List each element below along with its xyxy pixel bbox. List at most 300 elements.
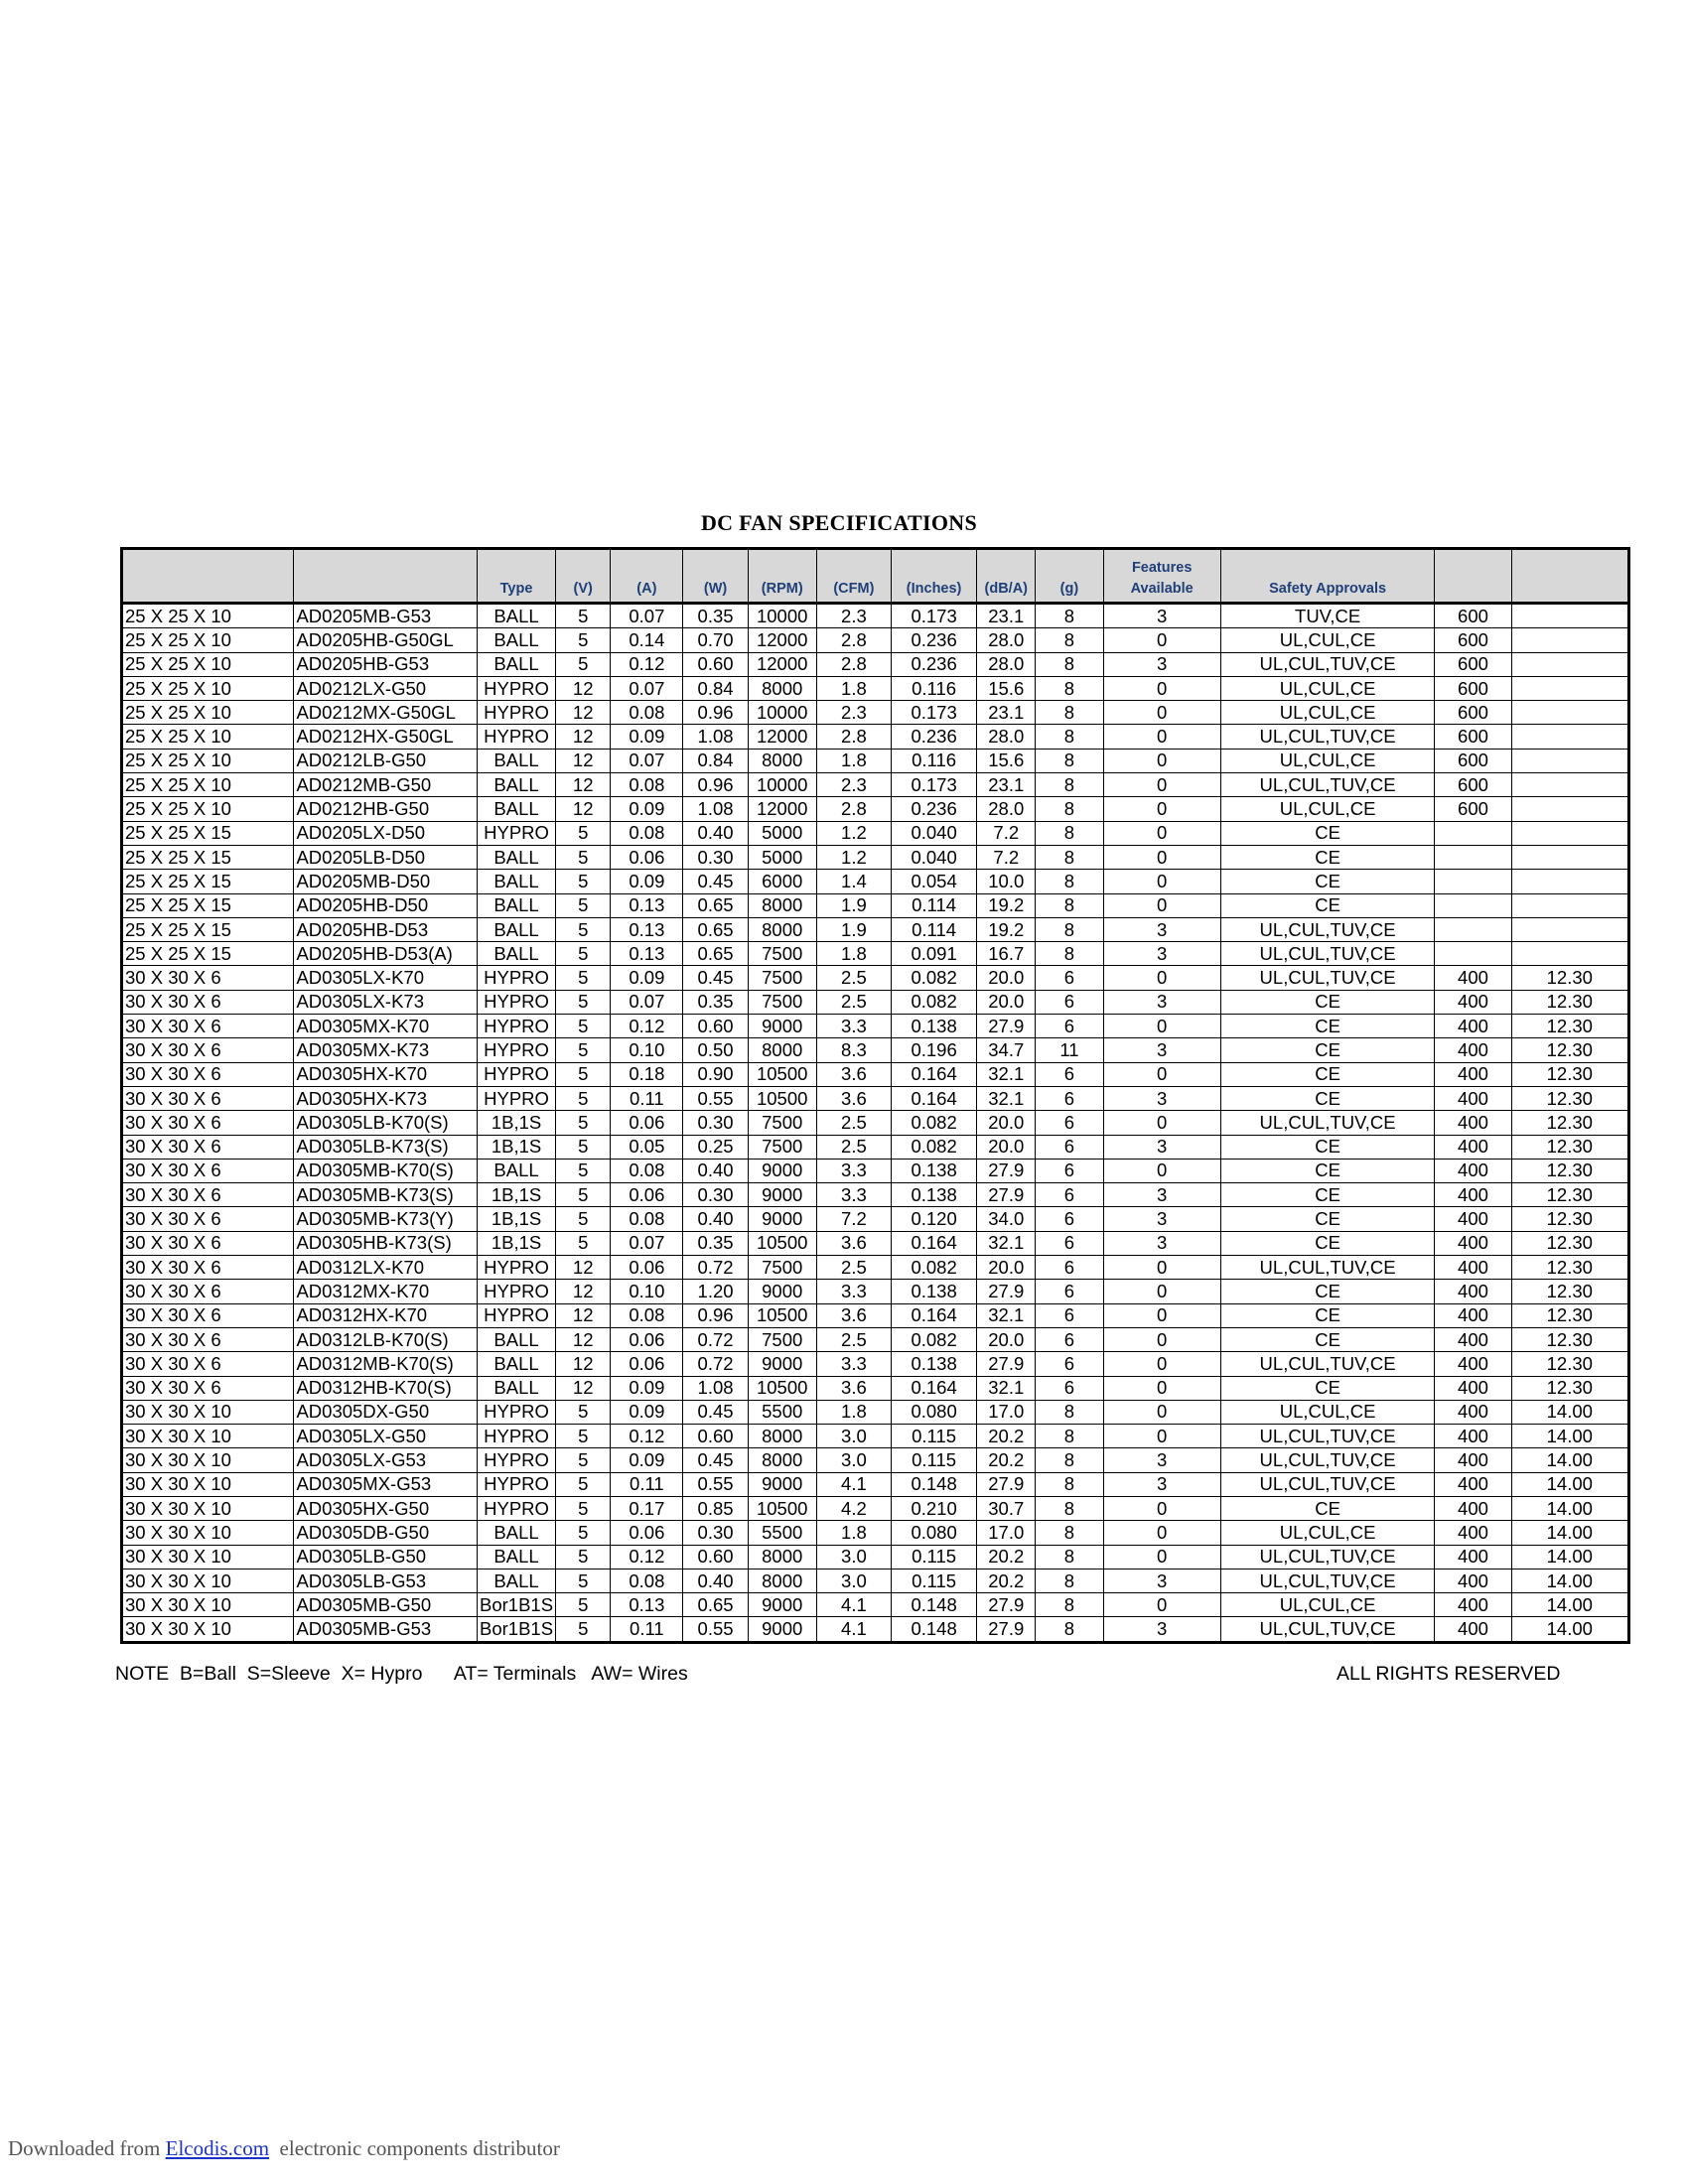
table-cell: 14.00 (1511, 1545, 1628, 1569)
table-cell: 1.8 (816, 942, 891, 966)
table-cell: 30 X 30 X 6 (122, 1352, 294, 1376)
table-cell: 10500 (748, 1231, 816, 1255)
table-cell: 0.06 (611, 845, 683, 869)
table-cell: 0.60 (683, 652, 748, 676)
table-cell: 5 (556, 1015, 611, 1038)
table-cell: 0 (1103, 1159, 1220, 1182)
column-header (1435, 549, 1511, 604)
table-cell: UL,CUL,TUV,CE (1220, 1111, 1435, 1135)
table-cell: 1.08 (683, 725, 748, 749)
table-cell: 0.84 (683, 749, 748, 772)
table-cell: 7.2 (977, 845, 1036, 869)
table-cell: 12.30 (1511, 1207, 1628, 1231)
table-cell: 8000 (748, 1425, 816, 1448)
table-cell: 25 X 25 X 15 (122, 893, 294, 917)
table-cell: 32.1 (977, 1231, 1036, 1255)
column-header (294, 549, 477, 604)
footer-link[interactable]: Elcodis.com (165, 2136, 270, 2160)
table-cell: 0.082 (891, 1111, 976, 1135)
table-cell: 25 X 25 X 10 (122, 773, 294, 797)
table-cell: 5000 (748, 821, 816, 845)
table-cell: 0.138 (891, 1183, 976, 1207)
table-cell: AD0212HB-G50 (294, 797, 477, 821)
table-cell: AD0305LB-K73(S) (294, 1135, 477, 1159)
table-cell: 2.5 (816, 966, 891, 990)
table-cell: AD0305LX-G53 (294, 1448, 477, 1472)
table-cell: 0.96 (683, 773, 748, 797)
table-cell: AD0305MB-K73(Y) (294, 1207, 477, 1231)
table-cell (1511, 701, 1628, 725)
table-row (122, 870, 1629, 893)
table-cell: 0.09 (611, 725, 683, 749)
table-cell: 30 X 30 X 10 (122, 1400, 294, 1424)
table-cell: UL,CUL,CE (1220, 701, 1435, 725)
table-cell: HYPRO (477, 1425, 555, 1448)
table-cell: 0 (1103, 1376, 1220, 1400)
table-cell: 0.08 (611, 1303, 683, 1327)
table-cell: 0.115 (891, 1425, 976, 1448)
table-cell: 8 (1036, 701, 1103, 725)
table-cell: 12.30 (1511, 1062, 1628, 1086)
table-cell: UL,CUL,TUV,CE (1220, 1472, 1435, 1496)
table-cell: 1.8 (816, 1521, 891, 1545)
table-cell: 30 X 30 X 6 (122, 1183, 294, 1207)
table-cell: AD0305MB-K70(S) (294, 1159, 477, 1182)
table-cell: 8 (1036, 676, 1103, 700)
table-cell: 30 X 30 X 6 (122, 990, 294, 1014)
column-header (748, 549, 816, 604)
table-cell: 25 X 25 X 10 (122, 652, 294, 676)
table-cell: UL,CUL,TUV,CE (1220, 1545, 1435, 1569)
table-cell: 5 (556, 1496, 611, 1520)
table-cell: CE (1220, 990, 1435, 1014)
table-cell: BALL (477, 1521, 555, 1545)
table-cell: 0.12 (611, 1425, 683, 1448)
table-cell: AD0205HB-D53(A) (294, 942, 477, 966)
table-cell: 0.06 (611, 1183, 683, 1207)
table-cell: 8 (1036, 1496, 1103, 1520)
column-header-label: (A) (636, 581, 657, 597)
table-cell: 0.55 (683, 1086, 748, 1110)
table-cell: 12.30 (1511, 1038, 1628, 1062)
table-cell: 0.06 (611, 1111, 683, 1135)
table-cell: 3 (1103, 652, 1220, 676)
table-cell: 400 (1435, 1448, 1511, 1472)
table-cell: 0.138 (891, 1159, 976, 1182)
column-header-label: (V) (573, 581, 593, 597)
table-cell: 10500 (748, 1086, 816, 1110)
table-cell: HYPRO (477, 1400, 555, 1424)
table-cell: 0 (1103, 893, 1220, 917)
table-cell: 0 (1103, 797, 1220, 821)
table-cell: 5 (556, 1062, 611, 1086)
table-cell: CE (1220, 1376, 1435, 1400)
table-cell (1435, 893, 1511, 917)
table-cell: 400 (1435, 1207, 1511, 1231)
table-cell: BALL (477, 652, 555, 676)
table-cell: 2.5 (816, 1256, 891, 1280)
table-cell: 0.84 (683, 676, 748, 700)
table-cell: 2.5 (816, 1135, 891, 1159)
table-cell: BALL (477, 1327, 555, 1351)
table-cell: 0 (1103, 1593, 1220, 1617)
table-cell: 2.5 (816, 1327, 891, 1351)
table-cell: 3 (1103, 1183, 1220, 1207)
table-row (122, 676, 1629, 700)
download-footer (8, 2136, 560, 2161)
table-cell: 5 (556, 990, 611, 1014)
table-cell: 30 X 30 X 6 (122, 1062, 294, 1086)
table-cell: 25 X 25 X 15 (122, 821, 294, 845)
table-cell: 12.30 (1511, 990, 1628, 1014)
table-cell: 0 (1103, 773, 1220, 797)
table-cell: BALL (477, 942, 555, 966)
table-cell: 25 X 25 X 10 (122, 701, 294, 725)
table-cell: BALL (477, 797, 555, 821)
table-cell: 32.1 (977, 1303, 1036, 1327)
table-cell: 0.06 (611, 1256, 683, 1280)
table-cell: 20.2 (977, 1448, 1036, 1472)
table-cell: AD0312HX-K70 (294, 1303, 477, 1327)
table-cell: 2.3 (816, 604, 891, 628)
table-cell: AD0305MB-K73(S) (294, 1183, 477, 1207)
table-cell: 0.08 (611, 1569, 683, 1592)
table-cell: 0 (1103, 701, 1220, 725)
table-cell: 23.1 (977, 701, 1036, 725)
table-cell: 8 (1036, 773, 1103, 797)
table-cell: 5 (556, 628, 611, 652)
table-cell: 0.35 (683, 604, 748, 628)
table-cell: AD0305HX-G50 (294, 1496, 477, 1520)
table-row (122, 1425, 1629, 1448)
table-row (122, 1086, 1629, 1110)
table-cell (1511, 797, 1628, 821)
table-cell: 14.00 (1511, 1425, 1628, 1448)
table-cell: 32.1 (977, 1062, 1036, 1086)
table-cell: 34.0 (977, 1207, 1036, 1231)
table-cell: 23.1 (977, 773, 1036, 797)
table-cell: 10500 (748, 1303, 816, 1327)
table-cell: 0.07 (611, 1231, 683, 1255)
table-cell: 14.00 (1511, 1448, 1628, 1472)
table-cell: 0.09 (611, 870, 683, 893)
table-cell: 0.06 (611, 1327, 683, 1351)
table-cell: 0.114 (891, 893, 976, 917)
table-cell: 14.00 (1511, 1496, 1628, 1520)
table-cell: 400 (1435, 1521, 1511, 1545)
table-cell: 5 (556, 870, 611, 893)
table-cell: 0.45 (683, 1400, 748, 1424)
legend-note: NOTE B=Ball S=Sleeve X= Hypro AT= Terminals AW= Wires (115, 1663, 688, 1685)
table-cell: 0.72 (683, 1352, 748, 1376)
table-cell: 5 (556, 1593, 611, 1617)
table-cell: 6 (1036, 1280, 1103, 1303)
table-cell: 5 (556, 1425, 611, 1448)
column-header (1103, 549, 1220, 604)
table-cell: 30 X 30 X 10 (122, 1569, 294, 1592)
table-cell: CE (1220, 1159, 1435, 1182)
table-cell: 0.40 (683, 821, 748, 845)
table-cell: AD0305HX-K73 (294, 1086, 477, 1110)
table-cell: 8000 (748, 893, 816, 917)
table-cell: 20.2 (977, 1569, 1036, 1592)
table-cell: 8 (1036, 870, 1103, 893)
table-cell: 0.236 (891, 797, 976, 821)
table-cell: CE (1220, 1183, 1435, 1207)
table-cell: 1.8 (816, 1400, 891, 1424)
table-cell: UL,CUL,CE (1220, 628, 1435, 652)
table-cell: 0 (1103, 966, 1220, 990)
table-row (122, 1569, 1629, 1592)
table-cell: 0 (1103, 821, 1220, 845)
table-cell: 400 (1435, 966, 1511, 990)
table-cell (1511, 725, 1628, 749)
table-cell: 0.08 (611, 821, 683, 845)
table-cell: 400 (1435, 1231, 1511, 1255)
rights-notice: ALL RIGHTS RESERVED (1336, 1663, 1561, 1685)
table-cell: HYPRO (477, 821, 555, 845)
table-cell: 0.12 (611, 652, 683, 676)
table-cell: 25 X 25 X 10 (122, 604, 294, 628)
table-cell: 3 (1103, 1038, 1220, 1062)
table-cell: 3 (1103, 990, 1220, 1014)
table-cell: 400 (1435, 990, 1511, 1014)
table-cell: 400 (1435, 1376, 1511, 1400)
table-cell: 30 X 30 X 6 (122, 1135, 294, 1159)
table-cell: 0.30 (683, 1521, 748, 1545)
table-row (122, 1231, 1629, 1255)
table-cell: 30 X 30 X 6 (122, 1086, 294, 1110)
table-cell: 14.00 (1511, 1593, 1628, 1617)
table-row (122, 604, 1629, 628)
table-cell: 14.00 (1511, 1400, 1628, 1424)
table-cell: 17.0 (977, 1521, 1036, 1545)
table-cell: 400 (1435, 1038, 1511, 1062)
table-cell: 600 (1435, 604, 1511, 628)
table-cell: 400 (1435, 1496, 1511, 1520)
table-cell: 400 (1435, 1280, 1511, 1303)
table-cell: 6000 (748, 870, 816, 893)
table-cell: 6 (1036, 1231, 1103, 1255)
table-cell: 0.65 (683, 942, 748, 966)
table-cell: 4.1 (816, 1472, 891, 1496)
table-cell: AD0212LB-G50 (294, 749, 477, 772)
table-cell: 10500 (748, 1062, 816, 1086)
table-cell: 8 (1036, 845, 1103, 869)
column-header (1511, 549, 1628, 604)
table-cell: 0 (1103, 870, 1220, 893)
table-cell: 0.148 (891, 1593, 976, 1617)
column-header (611, 549, 683, 604)
table-cell: 0 (1103, 725, 1220, 749)
table-cell: UL,CUL,TUV,CE (1220, 1448, 1435, 1472)
table-cell: HYPRO (477, 966, 555, 990)
table-cell: 0 (1103, 1303, 1220, 1327)
table-row (122, 1256, 1629, 1280)
table-cell: 600 (1435, 676, 1511, 700)
table-cell: 2.5 (816, 1111, 891, 1135)
table-cell: CE (1220, 845, 1435, 869)
table-cell: 0.148 (891, 1617, 976, 1642)
table-cell: 8 (1036, 604, 1103, 628)
table-cell: AD0205LX-D50 (294, 821, 477, 845)
table-cell: 0.164 (891, 1086, 976, 1110)
table-cell: 8000 (748, 917, 816, 941)
table-cell: 27.9 (977, 1593, 1036, 1617)
table-cell: 30 X 30 X 6 (122, 1038, 294, 1062)
table-cell: 12 (556, 1327, 611, 1351)
table-cell: 8 (1036, 1400, 1103, 1424)
table-row (122, 1352, 1629, 1376)
table-cell: 6 (1036, 1086, 1103, 1110)
table-cell: CE (1220, 1327, 1435, 1351)
table-cell: 27.9 (977, 1015, 1036, 1038)
table-cell: 0.082 (891, 990, 976, 1014)
table-cell: 0.138 (891, 1280, 976, 1303)
table-cell: 400 (1435, 1327, 1511, 1351)
column-header-label: (dB/A) (984, 581, 1029, 597)
table-cell: 30.7 (977, 1496, 1036, 1520)
table-cell: 5 (556, 893, 611, 917)
table-row (122, 1327, 1629, 1351)
table-cell: 600 (1435, 652, 1511, 676)
footer-prefix: Downloaded from (8, 2136, 166, 2160)
table-cell: 17.0 (977, 1400, 1036, 1424)
table-cell: 14.00 (1511, 1521, 1628, 1545)
table-cell: 4.1 (816, 1593, 891, 1617)
table-cell (1511, 628, 1628, 652)
table-cell: 5 (556, 1111, 611, 1135)
column-header-label: (Inches) (906, 581, 962, 597)
table-cell: 20.0 (977, 1256, 1036, 1280)
table-cell: CE (1220, 870, 1435, 893)
table-cell: 6 (1036, 1015, 1103, 1038)
table-cell: 400 (1435, 1303, 1511, 1327)
table-row (122, 652, 1629, 676)
table-cell: 3.0 (816, 1448, 891, 1472)
table-cell: UL,CUL,CE (1220, 676, 1435, 700)
table-cell: CE (1220, 1303, 1435, 1327)
table-cell: 5 (556, 1569, 611, 1592)
table-cell: 0.12 (611, 1545, 683, 1569)
table-cell: UL,CUL,TUV,CE (1220, 966, 1435, 990)
table-cell: HYPRO (477, 990, 555, 1014)
table-cell: HYPRO (477, 1062, 555, 1086)
table-cell: AD0305MX-G53 (294, 1472, 477, 1496)
column-header-label: (CFM) (833, 581, 875, 597)
table-cell: BALL (477, 749, 555, 772)
table-cell: 400 (1435, 1352, 1511, 1376)
table-cell: HYPRO (477, 676, 555, 700)
table-cell: 7500 (748, 966, 816, 990)
table-cell: 600 (1435, 701, 1511, 725)
table-cell: 30 X 30 X 6 (122, 966, 294, 990)
table-cell: 0.25 (683, 1135, 748, 1159)
table-cell: AD0305LB-G53 (294, 1569, 477, 1592)
table-cell: 9000 (748, 1015, 816, 1038)
table-cell: 9000 (748, 1352, 816, 1376)
table-cell: 1B,1S (477, 1135, 555, 1159)
table-cell: 30 X 30 X 10 (122, 1545, 294, 1569)
fan-spec-table (120, 547, 1630, 1644)
table-body (122, 604, 1629, 1643)
table-cell (1511, 917, 1628, 941)
table-cell: 0.35 (683, 1231, 748, 1255)
table-cell: 7.2 (977, 821, 1036, 845)
table-cell: 6 (1036, 1183, 1103, 1207)
table-cell: 6 (1036, 1111, 1103, 1135)
table-row (122, 1593, 1629, 1617)
table-cell: 25 X 25 X 15 (122, 845, 294, 869)
table-cell: 5 (556, 1183, 611, 1207)
table-cell: 6 (1036, 1159, 1103, 1182)
table-cell: 8 (1036, 749, 1103, 772)
table-cell: 10000 (748, 773, 816, 797)
table-cell: 3 (1103, 1448, 1220, 1472)
table-cell: CE (1220, 1086, 1435, 1110)
table-row (122, 966, 1629, 990)
table-cell: 7500 (748, 990, 816, 1014)
table-cell: 0.173 (891, 701, 976, 725)
table-cell: 0.164 (891, 1231, 976, 1255)
table-cell: 12 (556, 1352, 611, 1376)
table-cell: AD0305MB-G50 (294, 1593, 477, 1617)
table-cell: 0.120 (891, 1207, 976, 1231)
table-cell: 12000 (748, 628, 816, 652)
table-cell: 0.116 (891, 676, 976, 700)
table-cell: 8 (1036, 1425, 1103, 1448)
table-cell: 8 (1036, 917, 1103, 941)
table-cell: 0.65 (683, 1593, 748, 1617)
page-title: DC FAN SPECIFICATIONS (700, 510, 978, 535)
table-cell: 0.65 (683, 893, 748, 917)
table-cell: 2.5 (816, 990, 891, 1014)
table-cell: BALL (477, 845, 555, 869)
table-cell: 0.13 (611, 942, 683, 966)
column-header-label: Features (1131, 560, 1193, 576)
table-cell: 0.196 (891, 1038, 976, 1062)
table-cell: 6 (1036, 1352, 1103, 1376)
table-cell: 25 X 25 X 15 (122, 917, 294, 941)
table-cell: 12 (556, 1256, 611, 1280)
table-cell (1435, 917, 1511, 941)
table-cell: 2.8 (816, 797, 891, 821)
table-cell: 1.08 (683, 797, 748, 821)
table-cell: 0.12 (611, 1015, 683, 1038)
table-cell: 8 (1036, 1617, 1103, 1642)
table-cell: AD0305HX-K70 (294, 1062, 477, 1086)
table-cell: 0 (1103, 628, 1220, 652)
table-cell: 3 (1103, 1569, 1220, 1592)
table-cell: 0.040 (891, 845, 976, 869)
table-cell: 0.10 (611, 1280, 683, 1303)
table-cell: UL,CUL,CE (1220, 1521, 1435, 1545)
table-cell: 27.9 (977, 1352, 1036, 1376)
table-cell: 3 (1103, 1086, 1220, 1110)
table-cell (1511, 749, 1628, 772)
table-cell: 30 X 30 X 6 (122, 1303, 294, 1327)
table-cell: 0.08 (611, 773, 683, 797)
table-row (122, 1448, 1629, 1472)
table-cell: 0.85 (683, 1496, 748, 1520)
table-cell: 8 (1036, 893, 1103, 917)
table-cell: 600 (1435, 797, 1511, 821)
table-cell: HYPRO (477, 1086, 555, 1110)
table-cell: 30 X 30 X 6 (122, 1111, 294, 1135)
table-cell: AD0205HB-D50 (294, 893, 477, 917)
table-cell: 30 X 30 X 6 (122, 1159, 294, 1182)
table-cell: 30 X 30 X 10 (122, 1425, 294, 1448)
